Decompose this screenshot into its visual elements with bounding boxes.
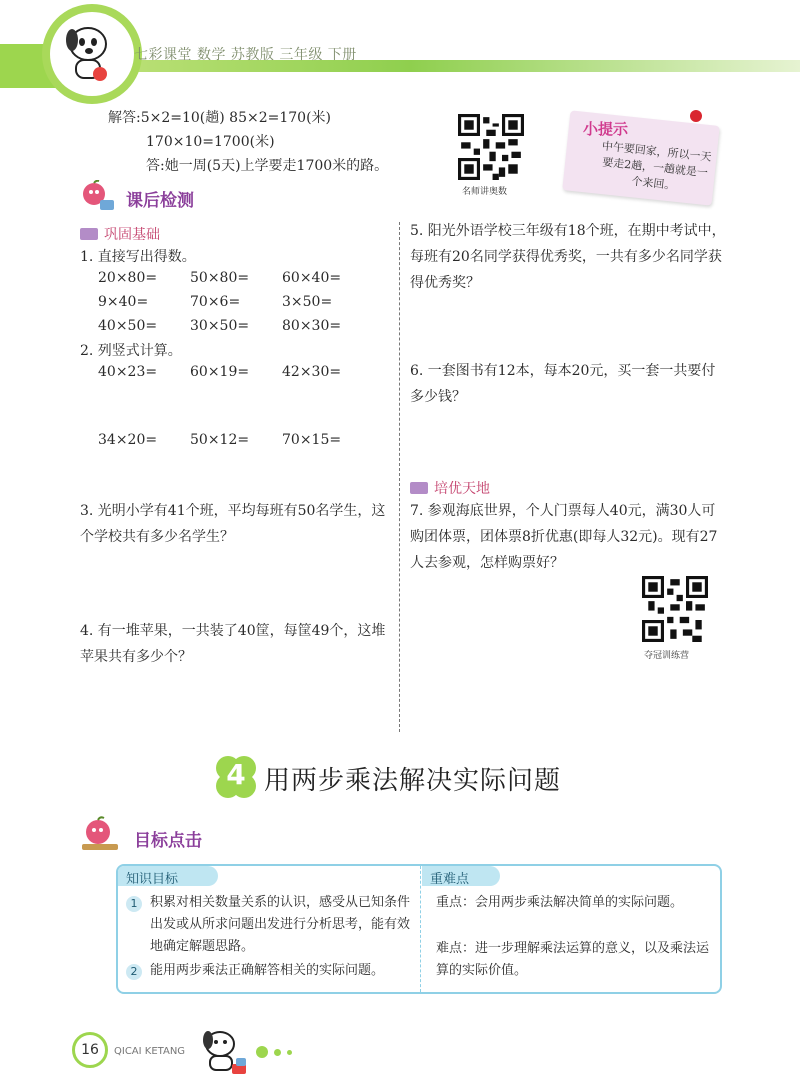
calc-item: 42×30= — [282, 364, 342, 380]
hint-title: 小提示 — [583, 120, 629, 138]
header-title: 七彩课堂 数学 苏教版 三年级 下册 — [134, 47, 357, 63]
calc-item: 9×40= — [98, 294, 149, 310]
goal-text-1: 积累对相关数量关系的认识，感受从已知条件出发或从所求问题出发进行分析思考，能有效地确定解题思路。 — [150, 895, 411, 954]
key-label: 重难点 — [430, 872, 470, 887]
decorative-dot — [274, 1049, 281, 1056]
answer-line-3: 答:她一周(5天)上学要走1700米的路。 — [146, 158, 389, 174]
question-7: 7. 参观海底世界，个人门票每人40元，满30人可购团体票，团体票8折优惠(即每人32元)。现有27人去参观，怎样购票好？ — [410, 503, 718, 571]
hint-text: 中午要回家，所以一天要走2趟，一趟就是一个来回。 — [601, 139, 713, 193]
calc-item: 50×80= — [190, 270, 250, 286]
calc-row — [98, 294, 332, 310]
decorative-dot — [256, 1046, 268, 1058]
page-header — [0, 0, 800, 100]
pushpin-icon — [690, 110, 702, 122]
subsection-basic: 巩固基础 — [104, 227, 160, 243]
calc-item: 3×50= — [282, 294, 333, 310]
question-3: 3. 光明小学有41个班，平均每班有50名学生，这个学校共有多少名学生？ — [80, 503, 386, 545]
page-number: 16 — [72, 1032, 108, 1068]
calc-item: 60×19= — [190, 364, 250, 380]
calc-row — [98, 432, 341, 448]
dog-mascot-icon — [56, 18, 120, 88]
key-point-text: 重点：会用两步乘法解决简单的实际问题。 — [436, 895, 684, 910]
qr-caption-bottom: 夺冠训练营 — [644, 651, 690, 661]
calc-row — [98, 318, 341, 334]
goals-divider — [420, 866, 421, 992]
decorative-dot — [287, 1050, 292, 1055]
question-5: 5. 阳光外语学校三年级有18个班，在期中考试中，每班有20名同学获得优秀奖，一共有多少名同学获得优秀奖？ — [410, 223, 726, 291]
qr-code-icon[interactable] — [458, 114, 524, 180]
calc-item: 30×50= — [190, 318, 250, 334]
qr-code-icon[interactable] — [642, 576, 708, 642]
footer-brand: QICAI KETANG — [114, 1046, 186, 1057]
question-2-title: 2. 列竖式计算。 — [80, 343, 182, 359]
calc-item: 40×50= — [98, 318, 158, 334]
section-title-goals: 目标点击 — [134, 831, 202, 851]
question-4: 4. 有一堆苹果，一共装了40筐，每筐49个，这堆苹果共有多少个？ — [80, 623, 386, 665]
calc-item: 20×80= — [98, 270, 158, 286]
dog-mascot-icon — [196, 1024, 252, 1080]
answer-block — [108, 106, 388, 178]
question-1-title: 1. 直接写出得数。 — [80, 249, 196, 265]
section-title-after-class: 课后检测 — [126, 191, 194, 211]
lesson-number: 4 — [226, 758, 246, 791]
difficulty-text: 难点：进一步理解乘法运算的意义，以及乘法运算的实际价值。 — [436, 941, 710, 978]
calc-row — [98, 364, 341, 380]
knowledge-label: 知识目标 — [126, 872, 179, 887]
question-6: 6. 一套图书有12本，每本20元，买一套一共要付多少钱？ — [410, 363, 716, 405]
book-icon — [410, 482, 428, 494]
lesson-title: 用两步乘法解决实际问题 — [264, 766, 562, 796]
goal-number: 1 — [126, 896, 142, 912]
calc-item: 40×23= — [98, 364, 158, 380]
calc-item: 50×12= — [190, 432, 250, 448]
column-divider — [399, 222, 400, 732]
apple-mascot-icon — [78, 180, 118, 214]
calc-item: 34×20= — [98, 432, 158, 448]
subsection-advanced: 培优天地 — [434, 481, 490, 497]
calc-item: 60×40= — [282, 270, 342, 286]
answer-line-2: 170×10=1700(米) — [146, 134, 275, 150]
apple-mascot-icon — [78, 816, 122, 854]
goal-text-2: 能用两步乘法正确解答相关的实际问题。 — [150, 963, 385, 978]
calc-item: 70×15= — [282, 432, 342, 448]
book-icon — [80, 228, 98, 240]
calc-row — [98, 270, 341, 286]
answer-line-1: 解答:5×2=10(趟) 85×2=170(米) — [108, 110, 332, 126]
qr-caption-top: 名师讲奥数 — [462, 187, 508, 197]
calc-item: 80×30= — [282, 318, 342, 334]
goal-number: 2 — [126, 964, 142, 980]
calc-item: 70×6= — [190, 294, 241, 310]
